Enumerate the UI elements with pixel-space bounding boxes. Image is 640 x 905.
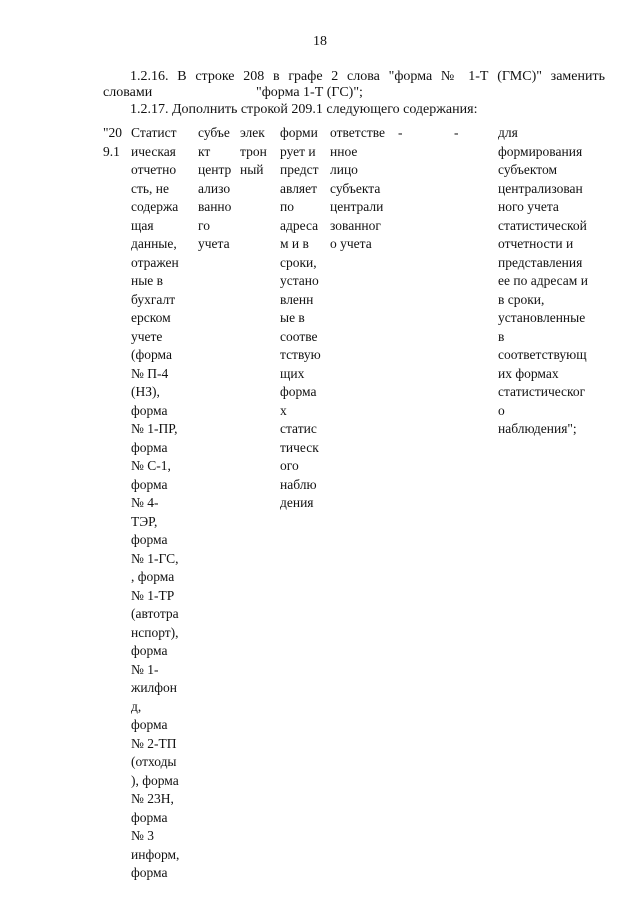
format-cell: элек трон ный	[240, 125, 267, 177]
dash-cell-1: -	[398, 125, 403, 140]
dash-cell-2: -	[454, 125, 459, 140]
action-cell: форми рует и предст авляет по адреса м и в сроки, устано вленн ые в соотве тствую щих форма х статис тическ ого наблю дения	[280, 125, 321, 510]
responsible-cell: ответстве нное лицо субъекта централи зованног о учета	[330, 125, 386, 251]
report-name-cell: Статист ическая отчетно сть, не содержа щая данные, отражен ные в бухгалт ерском учете (форма № П-4 (НЗ), форма № 1-ПР, форма № С-1, форма № 4- ТЭР, форма № 1-ГС, , форма № 1-ТР (автотра нспорт), форма № 1- жилфон д, форма № 2-ТП (отходы ), форма № 23Н, форма № 3 информ, форма	[131, 125, 180, 880]
row-number-cell: "20 9.1	[103, 125, 123, 159]
purpose-cell: для формирования субъектом централизован ного учета статистической отчетности и представления ее по адресам и в сроки, установленные в соответствующ их формах статистическог о наблюдения";	[498, 125, 588, 436]
paragraph-1-2-16-line2-left: словами	[103, 85, 153, 100]
paragraph-1-2-17: 1.2.17. Дополнить строкой 209.1 следующего содержания:	[130, 102, 478, 117]
page-number: 18	[313, 34, 327, 49]
paragraph-1-2-16-line2-right: "форма 1-Т (ГС)";	[256, 85, 363, 100]
subject-cell: субъе кт центр ализо ванно го учета	[198, 125, 232, 251]
paragraph-1-2-16-line1: 1.2.16. В строке 208 в графе 2 слова "форма № 1-Т (ГМС)" заменить	[130, 69, 605, 84]
